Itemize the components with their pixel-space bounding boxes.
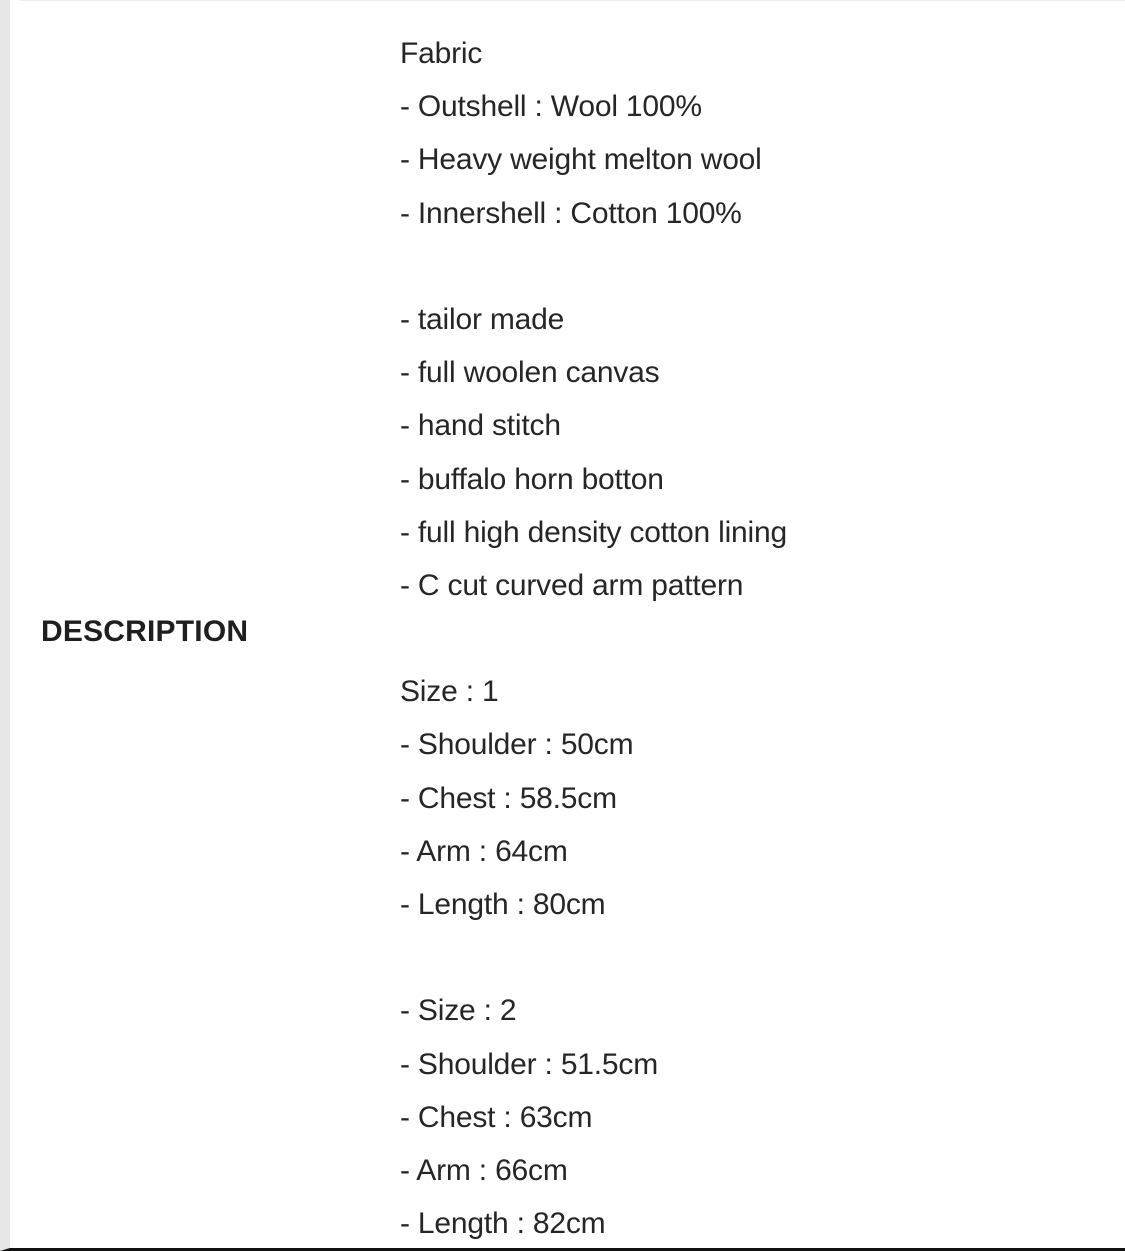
size-1-line: - Length : 80cm <box>400 888 606 921</box>
size-2-line: - Arm : 66cm <box>400 1153 568 1187</box>
feature-line: - hand stitch <box>400 409 561 443</box>
size-1-heading: Size : 1 <box>400 675 499 709</box>
feature-line: - full high density cotton lining <box>400 515 787 549</box>
fabric-section <box>400 27 1100 240</box>
feature-line: - tailor made <box>400 302 565 336</box>
size-1-line: - Chest : 58.5cm <box>400 781 617 815</box>
spacer <box>400 240 1100 293</box>
top-divider <box>20 0 1125 1</box>
fabric-line: - Heavy weight melton wool <box>400 143 762 177</box>
feature-line: - full woolen canvas <box>400 356 660 390</box>
feature-line: - C cut curved arm pattern <box>400 568 744 602</box>
size-1-line: - Shoulder : 50cm <box>400 728 634 762</box>
description-label: DESCRIPTION <box>41 615 249 648</box>
size-1-section <box>400 665 1100 931</box>
size-2-line: - Shoulder : 51.5cm <box>400 1047 658 1081</box>
fabric-line: - Innershell : Cotton 100% <box>400 196 742 230</box>
size-2-heading: - Size : 2 <box>400 994 517 1028</box>
features-section <box>400 293 1100 612</box>
size-1-line: - Arm : 64cm <box>400 834 568 868</box>
size-2-line: - Length : 82cm <box>400 1207 606 1241</box>
fabric-line: - Outshell : Wool 100% <box>400 90 702 124</box>
fabric-heading: Fabric <box>400 37 483 70</box>
description-content <box>400 27 1100 1250</box>
spacer <box>400 931 1100 984</box>
spacer <box>400 612 1100 665</box>
size-2-line: - Chest : 63cm <box>400 1100 593 1134</box>
feature-line: - buffalo horn botton <box>400 462 664 496</box>
size-2-section <box>400 984 1100 1250</box>
